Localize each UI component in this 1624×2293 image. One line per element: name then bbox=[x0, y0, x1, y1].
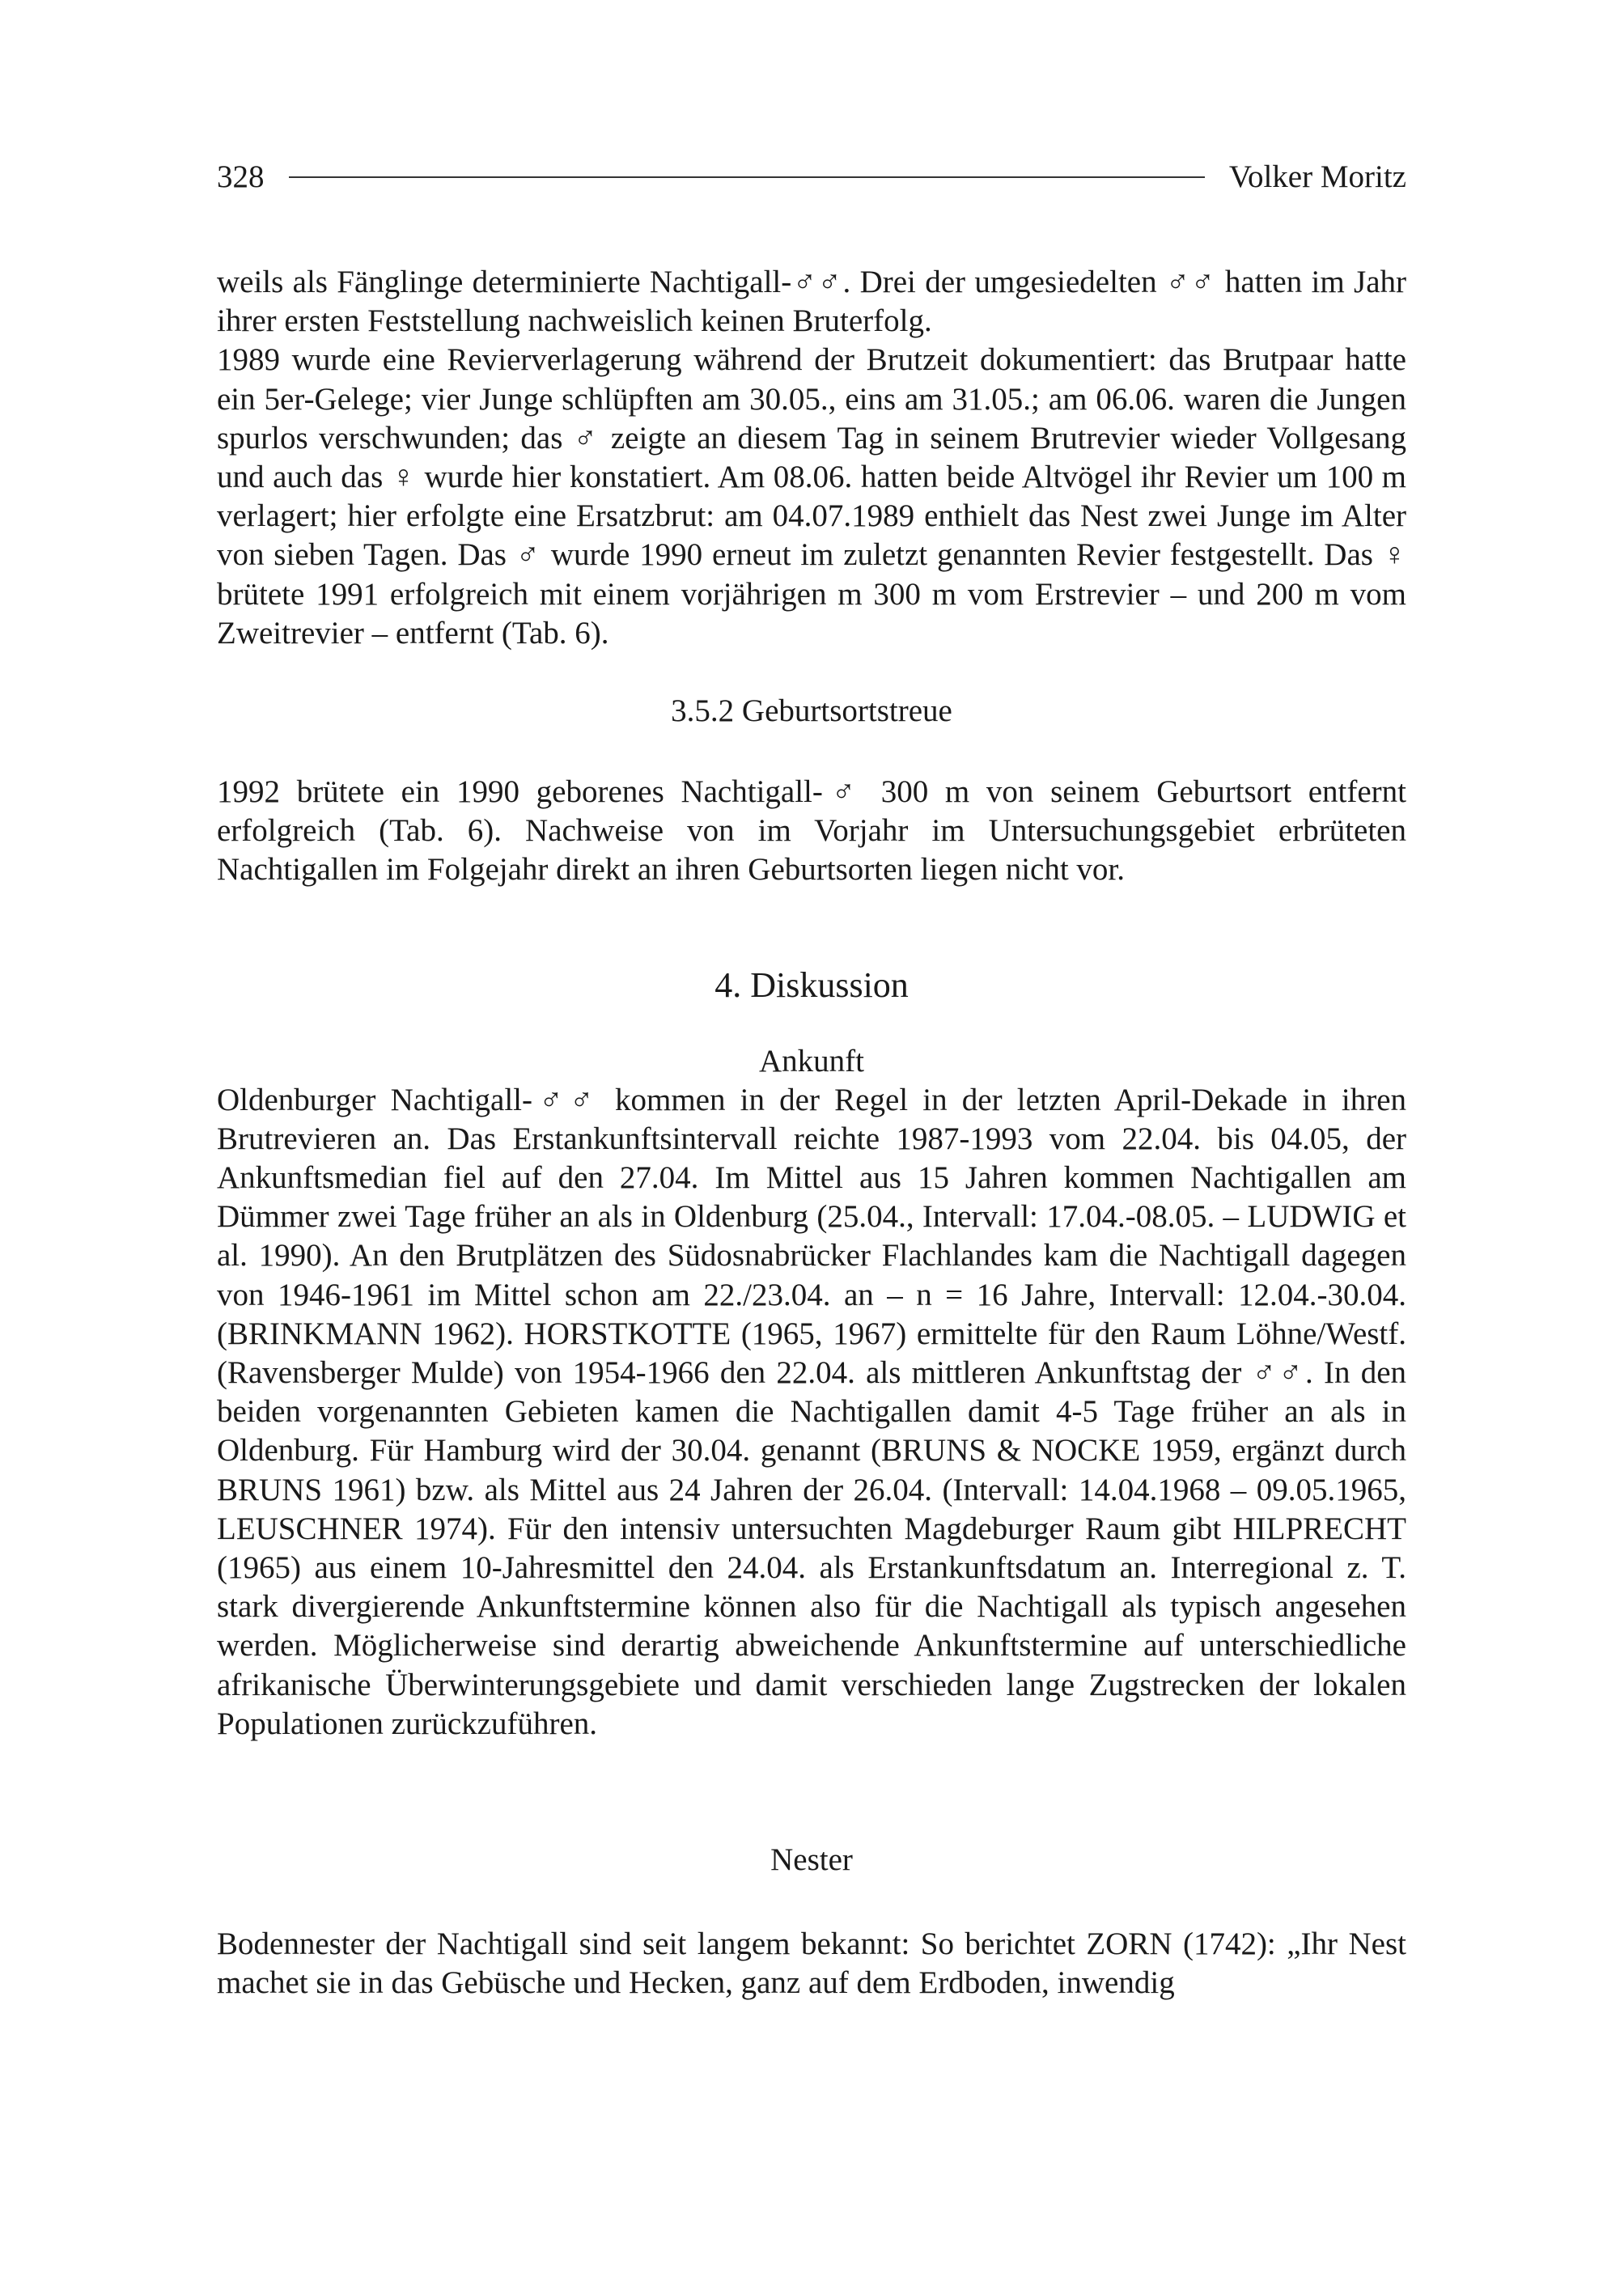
topic-heading-nester: Nester bbox=[770, 1842, 853, 1878]
topic-heading-ankunft: Ankunft bbox=[759, 1043, 864, 1079]
paragraph-birthplace-fidelity: 1992 brütete ein 1990 geborenes Nachtigall-♂ 300 m von seinem Geburtsort entfernt erfolgreich (Tab. 6). Nachweise von im Vorjahr im Untersuchungsgebiet erbrüteten Nachtigallen im Folgejahr direkt an ihren Geburtsorten liegen nicht vor. bbox=[217, 774, 1406, 888]
paragraph-nests: Bodennester der Nachtigall sind seit langem bekannt: So berichtet ZORN (1742): „Ihr Nest machet sie in das Gebüsche und Hecken, ganz auf dem Erdboden, inwendig bbox=[217, 1926, 1406, 2001]
running-head-author: Volker Moritz bbox=[1228, 159, 1406, 194]
section-heading-3-5-2: 3.5.2 Geburtsortstreue bbox=[671, 693, 952, 729]
paragraph-arrival: Oldenburger Nachtigall-♂♂ kommen in der Regel in der letzten April-Dekade in ihren Brutrevieren an. Das Erstankunftsintervall reichte 1987-1993 vom 22.04. bis 04.05, der Ankunftsmedian fiel auf den 27.04. Im Mittel aus 15 Jahren kommen Nachtigallen am Dümmer zwei Tage früher an als in Oldenburg (25.04., Intervall: 17.04.-08.05. – LUDWIG et al. 1990). An den Brutplätzen des Südosnabrücker Flachlandes kam die Nachtigall dagegen von 1946-1961 im Mittel schon am 22./23.04. an – n = 16 Jahre, Intervall: 12.04.-30.04. (BRINKMANN 1962). HORSTKOTTE (1965, 1967) ermittelte für den Raum Löhne/Westf. (Ravensberger Mulde) von 1954-1966 den 22.04. als mittleren Ankunftstag der ♂♂. In den beiden vorgenannten Gebieten kamen die Nachtigallen damit 4-5 Tage früher an als in Oldenburg. Für Hamburg wird der 30.04. genannt (BRUNS & NOCKE 1959, ergänzt durch BRUNS 1961) bzw. als Mittel aus 24 Jahren der 26.04. (Intervall: 14.04.1968 – 09.05.1965, LEUSCHNER 1974). Für den intensiv untersuchten Magdeburger Raum gibt HILPRECHT (1965) aus einem 10-Jahresmittel den 24.04. als Erstankunftsdatum an. Interregional z. T. stark divergierende Ankunftstermine können also für die Nachtigall als typisch angesehen werden. Möglicherweise sind derartig abweichende Ankunftstermine auf unterschiedliche afrikanische Überwinterungsgebiete und damit verschieden lange Zugstrecken der lokalen Populationen zurückzuführen. bbox=[217, 1082, 1406, 1741]
running-head bbox=[217, 158, 1406, 197]
header-rule bbox=[289, 176, 1205, 178]
section-heading-4: 4. Diskussion bbox=[714, 964, 909, 1005]
page-number: 328 bbox=[217, 159, 265, 194]
paragraph-relocated-males: weils als Fänglinge determinierte Nachtigall-♂♂. Drei der umgesiedelten ♂♂ hatten im Jahr ihrer ersten Feststellung nachweislich keinen Bruterfolg. bbox=[217, 265, 1406, 339]
page-content bbox=[217, 158, 1406, 2003]
paragraph-territory-shift: 1989 wurde eine Revierverlagerung während der Brutzeit dokumentiert: das Brutpaar hatte ein 5er-Gelege; vier Junge schlüpften am 30.05., eins am 31.05.; am 06.06. waren die Jungen spurlos verschwunden; das ♂ zeigte an diesem Tag in seinem Brutrevier wieder Vollgesang und auch das ♀ wurde hier konstatiert. Am 08.06. hatten beide Altvögel ihr Revier um 100 m verlagert; hier erfolgte eine Ersatzbrut: am 04.07.1989 enthielt das Nest zwei Junge im Alter von sieben Tagen. Das ♂ wurde 1990 erneut im zuletzt genannten Revier festgestellt. Das ♀ brütete 1991 erfolgreich mit einem vorjährigen m 300 m vom Erstrevier – und 200 m vom Zweitrevier – entfernt (Tab. 6). bbox=[217, 342, 1406, 651]
